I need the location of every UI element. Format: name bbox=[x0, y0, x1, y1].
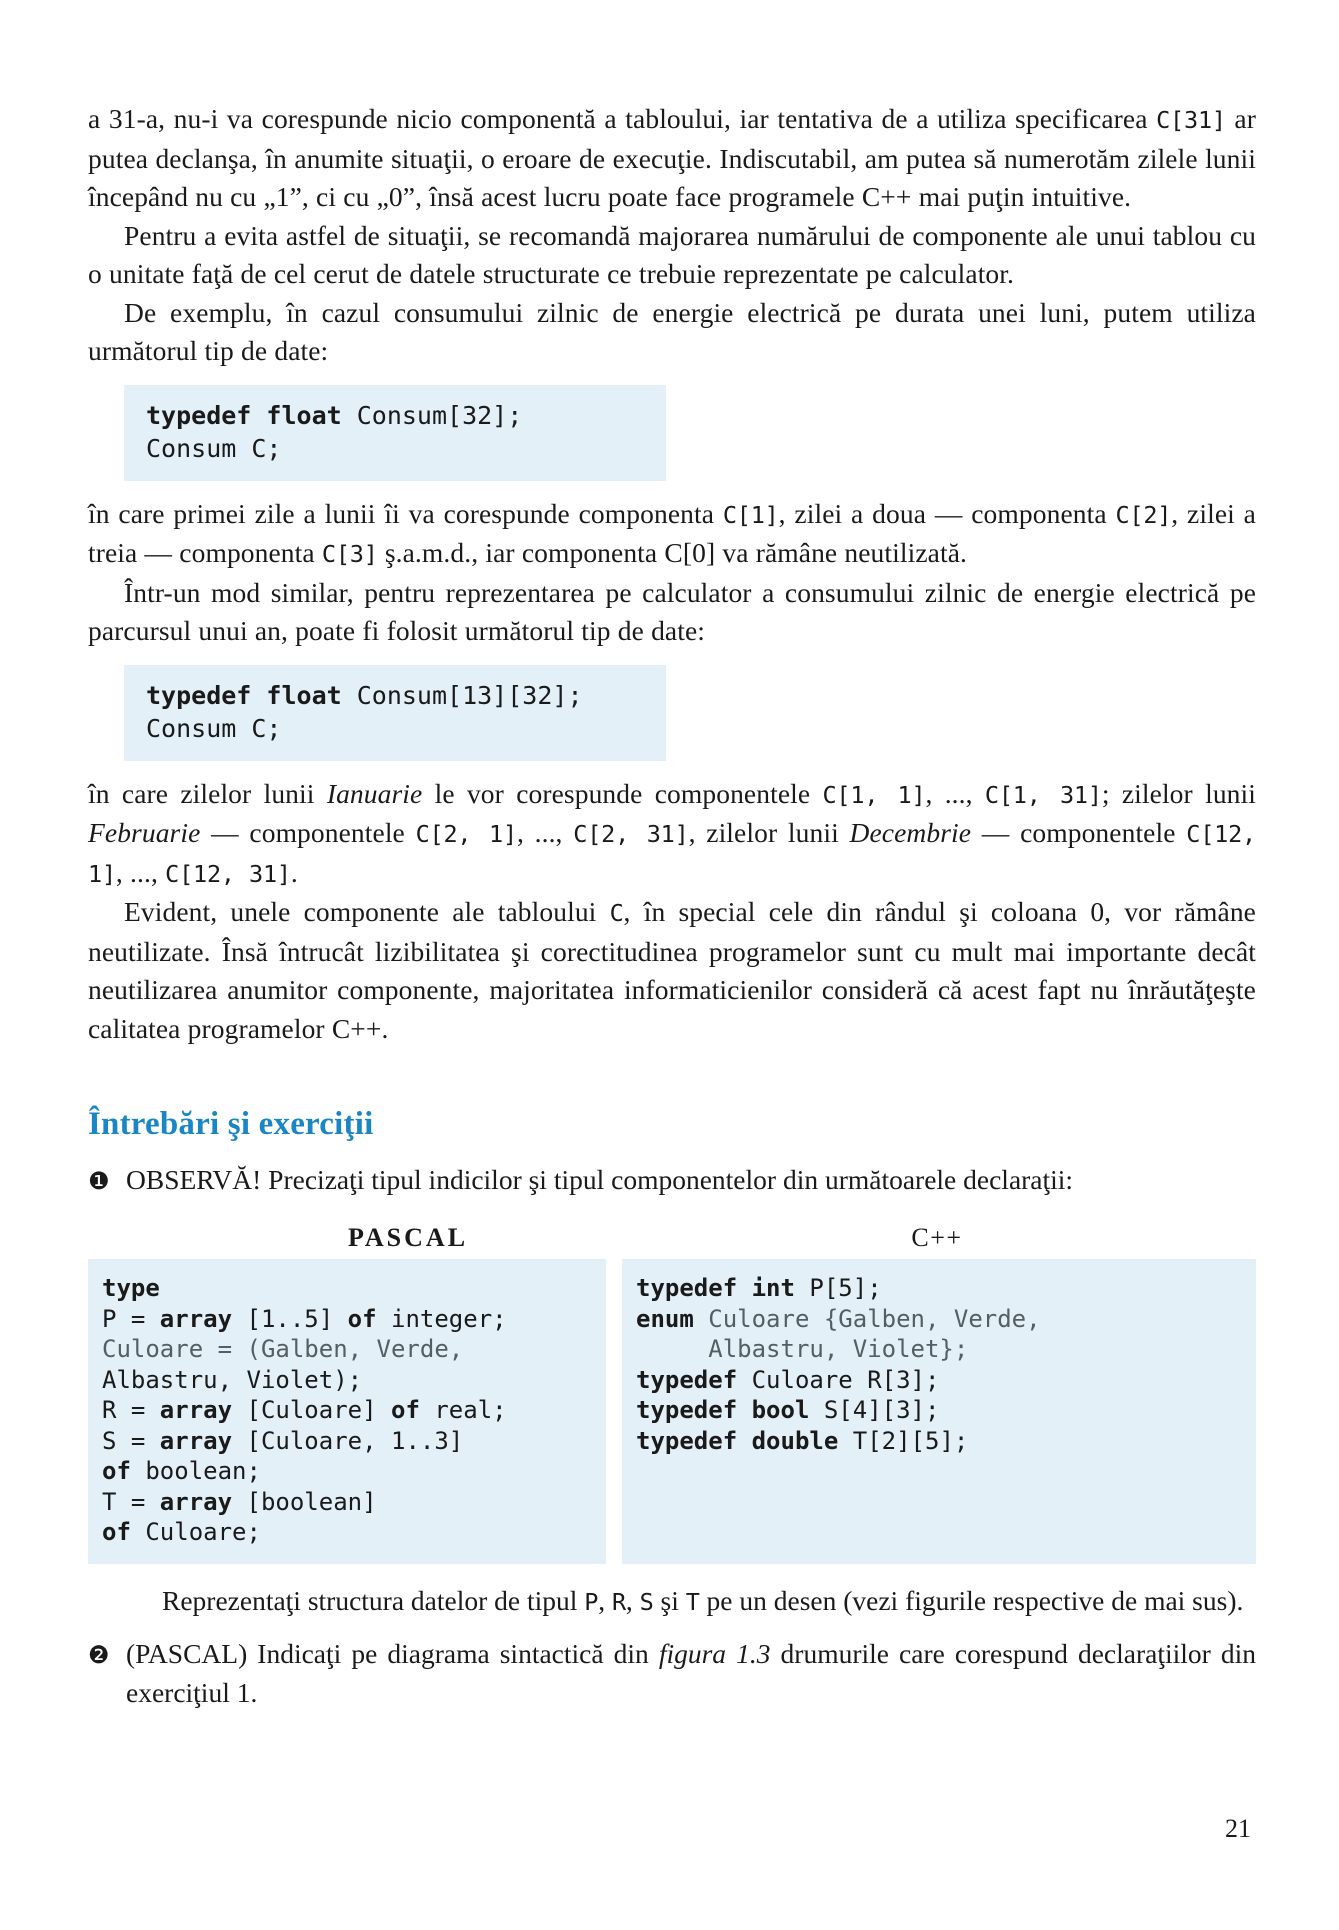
code-text: Albastru, Violet); bbox=[102, 1365, 363, 1394]
code-text: real; bbox=[419, 1396, 507, 1424]
code-keyword: array bbox=[159, 1396, 233, 1424]
code-keyword: of bbox=[102, 1457, 131, 1485]
code-text: Albastru, Violet}; bbox=[636, 1335, 969, 1363]
code-text: Culoare {Galben, Verde, bbox=[693, 1304, 1041, 1333]
paragraph-4 bbox=[88, 495, 1256, 574]
code-line bbox=[636, 1274, 882, 1302]
code-comparison-table bbox=[88, 1259, 1256, 1564]
paragraph-6-part-h: — componentele bbox=[971, 817, 1187, 848]
paragraph-1-part-a: a 31-a, nu-i va corespunde nicio componentă a tabloului, iar tentativa de a utiliza specificarea bbox=[88, 103, 1157, 134]
page-number: 21 bbox=[1225, 1814, 1251, 1843]
code-text: [1..5] bbox=[232, 1304, 348, 1333]
paragraph-4-part-d: ş.a.m.d., iar componenta C[0] va rămâne neutilizată. bbox=[377, 537, 968, 568]
followup-part-a: Reprezentaţi structura datelor de tipul bbox=[162, 1584, 585, 1616]
code-line bbox=[102, 1305, 507, 1333]
followup-sep-2: , bbox=[625, 1584, 640, 1616]
exercise-2-text bbox=[126, 1635, 1256, 1712]
code-text: boolean; bbox=[130, 1457, 261, 1485]
exercise-item-1 bbox=[88, 1161, 1256, 1201]
exercise-2-part-b: drumurile care corespund declaraţiilor din exerciţiul 1. bbox=[126, 1638, 1256, 1708]
followup-sep-3: şi bbox=[653, 1584, 686, 1616]
code-line bbox=[102, 1274, 160, 1302]
inline-code-t: T bbox=[685, 1587, 700, 1616]
code-line bbox=[636, 1335, 968, 1363]
lang-header-pascal: PASCAL bbox=[347, 1223, 469, 1252]
code-block-consum-13-32 bbox=[124, 665, 666, 761]
code-line bbox=[102, 1427, 463, 1455]
code-rest-line1: Consum[32]; bbox=[341, 400, 523, 430]
code-text: [boolean] bbox=[232, 1487, 377, 1516]
language-headers bbox=[88, 1223, 1256, 1253]
figure-reference: figura 1.3 bbox=[658, 1638, 771, 1669]
paragraph-2: Pentru a evita astfel de situaţii, se recomandă majorarea numărului de componente ale unui tablou cu o unitate faţă de cel cerut de datele structurate ce trebuie reprezentate pe calculator. bbox=[88, 219, 1256, 289]
code-keyword: typedef bbox=[636, 1365, 738, 1394]
paragraph-4-part-c: , zilei a treia — componenta bbox=[88, 497, 1256, 568]
exercise-1-text: OBSERVĂ! Precizaţi tipul indicilor şi tipul componentelor din următoarele declaraţii: bbox=[126, 1164, 1074, 1195]
code-line2-2: Consum C; bbox=[146, 713, 282, 743]
month-februarie: Februarie bbox=[88, 817, 201, 848]
code-text: P[5]; bbox=[794, 1274, 882, 1302]
paragraph-6-part-a: în care zilelor lunii bbox=[88, 777, 327, 809]
inline-code-r: R bbox=[611, 1587, 626, 1616]
lang-header-cpp: C++ bbox=[911, 1223, 963, 1252]
code-keyword: array bbox=[159, 1426, 233, 1455]
paragraph-6-part-i: , ..., bbox=[115, 856, 166, 888]
exercise-1-followup bbox=[162, 1582, 1256, 1622]
code-keyword: typedef int bbox=[636, 1274, 795, 1302]
code-keyword: array bbox=[159, 1304, 233, 1333]
code-rest-line1-2: Consum[13][32]; bbox=[341, 680, 583, 710]
code-line bbox=[636, 1427, 968, 1455]
code-line bbox=[636, 1396, 939, 1424]
exercise-2-part-a: (PASCAL) Indicaţi pe diagrama sintactică din bbox=[126, 1638, 659, 1669]
paragraph-6-part-f: , ..., bbox=[516, 817, 574, 848]
code-text: [Culoare] bbox=[232, 1396, 391, 1424]
paragraph-3: De exemplu, în cazul consumului zilnic de energie electrică pe durata unei luni, putem utiliza următorul tip de date: bbox=[88, 296, 1256, 366]
code-line bbox=[102, 1518, 261, 1546]
code-line bbox=[636, 1366, 939, 1394]
code-text: Culoare; bbox=[130, 1518, 261, 1546]
followup-part-b: pe un desen (vezi figurile respective de mai sus). bbox=[699, 1584, 1244, 1616]
code-text: Culoare R[3]; bbox=[737, 1365, 940, 1394]
code-line bbox=[102, 1366, 362, 1394]
inline-code-s: S bbox=[639, 1587, 654, 1616]
code-text: P = bbox=[102, 1304, 160, 1333]
inline-code-c: C bbox=[609, 899, 624, 927]
paragraph-1-part-b: ar putea declanşa, în anumite situaţii, o eroare de execuţie. Indiscutabil, am putea să numerotăm zilele lunii începând nu cu „1”, ci cu „0”, însă acest lucru poate face programele C++ mai puţin intuitive. bbox=[88, 103, 1256, 212]
code-text: T = bbox=[102, 1487, 160, 1516]
inline-code-c3: C[3] bbox=[321, 540, 378, 568]
inline-code-c31: C[31] bbox=[1156, 106, 1226, 134]
code-text: S[4][3]; bbox=[809, 1396, 940, 1424]
inline-code-c12-31: C[12, 31] bbox=[165, 859, 291, 888]
code-text: T[2][5]; bbox=[838, 1426, 969, 1455]
paragraph-6-part-g: , zilelor lunii bbox=[688, 817, 850, 848]
paragraph-7-part-b: , în special cele din rândul şi coloana 0, vor rămâne neutilizate. Însă întrucât lizibilitatea şi corectitudinea programelor sunt cu mult mai importante decât neutilizarea anumitor componente, majoritatea informaticienilor consideră că acest fapt nu înrăutăţeşte calitatea programelor C++. bbox=[88, 896, 1256, 1044]
paragraph-4-part-a: în care primei zile a lunii îi va corespunde componenta bbox=[88, 497, 723, 529]
paragraph-7 bbox=[88, 893, 1256, 1048]
paragraph-6-part-j: . bbox=[290, 856, 298, 888]
paragraph-6-part-b: le vor corespunde componentele bbox=[422, 777, 823, 809]
section-title-intrebari: Întrebări şi exerciţii bbox=[88, 1106, 374, 1142]
code-keyword-typedef-float: typedef float bbox=[146, 400, 342, 430]
paragraph-1 bbox=[88, 100, 1256, 217]
inline-code-c2-31: C[2, 31] bbox=[573, 820, 689, 848]
paragraph-6 bbox=[88, 775, 1256, 894]
code-keyword-typedef-float-2: typedef float bbox=[146, 680, 342, 710]
code-block-consum-32 bbox=[124, 385, 666, 481]
paragraph-6-part-e: — componentele bbox=[200, 817, 416, 848]
exercise-item-2 bbox=[88, 1635, 1256, 1712]
code-text: S = bbox=[102, 1426, 160, 1455]
paragraph-6-part-d: ; zilelor lunii bbox=[1101, 777, 1256, 809]
inline-code-c1-31: C[1, 31] bbox=[984, 780, 1102, 809]
code-keyword: array bbox=[159, 1487, 233, 1516]
page-content bbox=[88, 100, 1256, 1712]
paragraph-6-part-c: , ..., bbox=[925, 777, 985, 809]
code-line2: Consum C; bbox=[146, 433, 282, 463]
code-keyword: of bbox=[102, 1518, 131, 1546]
inline-code-c1-1: C[1, 1] bbox=[822, 780, 926, 809]
exercise-2-marker: ❷ bbox=[88, 1641, 110, 1669]
month-ianuarie: Ianuarie bbox=[326, 777, 423, 809]
inline-code-c12-1: C[12, 1] bbox=[88, 820, 1256, 888]
code-line bbox=[102, 1396, 507, 1424]
cpp-code-panel bbox=[622, 1259, 1256, 1564]
code-text: integer; bbox=[376, 1304, 507, 1333]
inline-code-c2-1: C[2, 1] bbox=[415, 820, 517, 848]
inline-code-p: P bbox=[584, 1587, 599, 1616]
code-keyword: of bbox=[347, 1304, 377, 1333]
code-keyword: typedef double bbox=[636, 1426, 839, 1455]
inline-code-c2: C[2] bbox=[1115, 500, 1172, 529]
followup-sep-1: , bbox=[598, 1584, 612, 1616]
paragraph-4-part-b: , zilei a doua — componenta bbox=[778, 497, 1116, 529]
code-text: Culoare = (Galben, Verde, bbox=[102, 1335, 464, 1363]
code-keyword: typedef bool bbox=[636, 1396, 810, 1424]
inline-code-c1: C[1] bbox=[722, 500, 779, 529]
paragraph-7-part-a: Evident, unele componente ale tabloului bbox=[124, 896, 610, 927]
code-text: R = bbox=[102, 1396, 160, 1424]
code-line bbox=[102, 1457, 261, 1485]
code-text: [Culoare, 1..3] bbox=[232, 1426, 464, 1455]
code-keyword: enum bbox=[636, 1304, 694, 1333]
pascal-code-panel bbox=[88, 1259, 606, 1564]
paragraph-5: Într-un mod similar, pentru reprezentarea pe calculator a consumului zilnic de energie electrică pe parcursul unui an, poate fi folosit următorul tip de date: bbox=[88, 576, 1256, 646]
code-line bbox=[102, 1488, 377, 1516]
code-line bbox=[102, 1335, 463, 1363]
exercise-1-marker: ❶ bbox=[88, 1167, 110, 1195]
code-keyword: of bbox=[391, 1396, 420, 1424]
code-keyword: type bbox=[102, 1274, 160, 1302]
month-decembrie: Decembrie bbox=[849, 817, 972, 848]
code-line bbox=[636, 1305, 1041, 1333]
